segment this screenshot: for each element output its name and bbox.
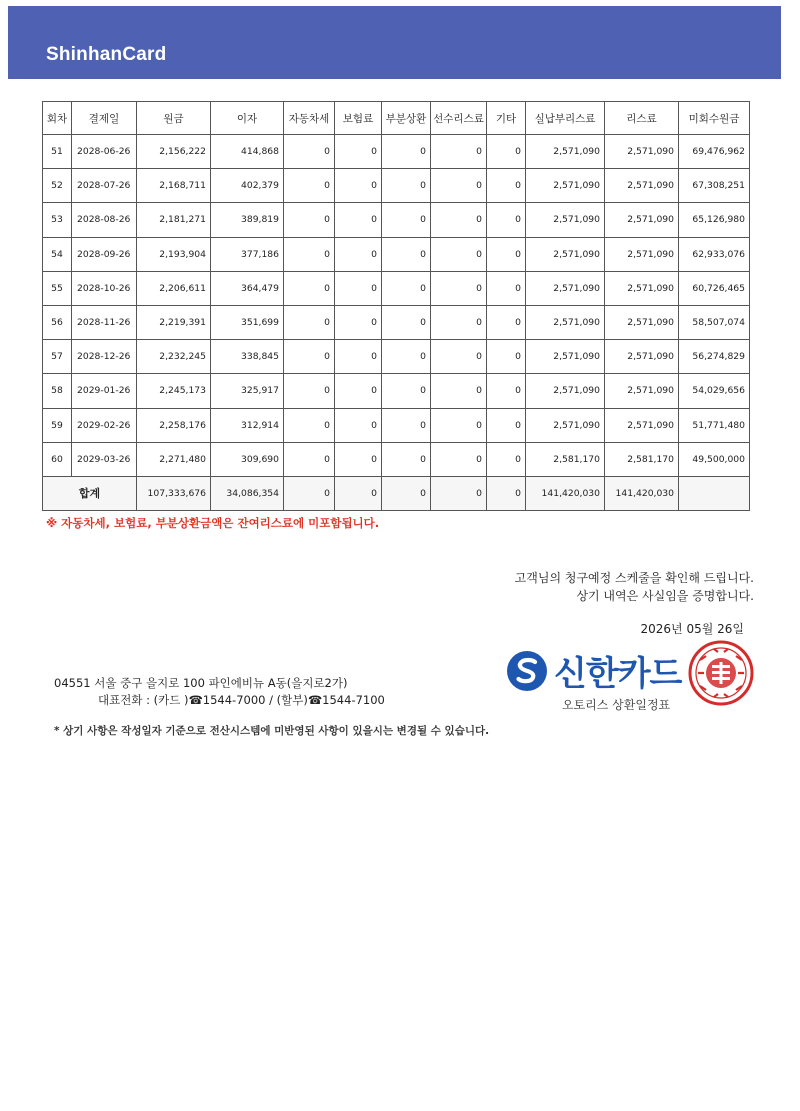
table-cell: 0: [284, 271, 335, 305]
table-header-row: [43, 102, 750, 135]
table-cell: 0: [335, 203, 382, 237]
table-cell: 2028-10-26: [72, 271, 137, 305]
table-cell: 0: [487, 271, 526, 305]
table-cell: 2,219,391: [137, 305, 211, 339]
table-cell: 54,029,656: [679, 374, 750, 408]
table-cell: 62,933,076: [679, 237, 750, 271]
table-cell: 65,126,980: [679, 203, 750, 237]
table-cell: 53: [43, 203, 72, 237]
document-title: 오토리스 상환일정표: [562, 698, 671, 712]
col-header-advance-lease: 선수리스료: [431, 102, 487, 135]
confirmation-line: 상기 내역은 사실임을 증명합니다.: [576, 589, 754, 603]
table-cell: 351,699: [211, 305, 284, 339]
company-seal-icon: [688, 640, 754, 706]
table-cell: 2,571,090: [526, 305, 605, 339]
table-cell: 2028-07-26: [72, 169, 137, 203]
table-cell: 2,571,090: [605, 340, 679, 374]
table-cell: 2,571,090: [605, 169, 679, 203]
table-cell: 2,168,711: [137, 169, 211, 203]
table-cell: 2029-03-26: [72, 442, 137, 476]
table-cell: 2,156,222: [137, 135, 211, 169]
col-header-principal: 원금: [137, 102, 211, 135]
table-cell: 2,571,090: [526, 203, 605, 237]
table-cell: 0: [382, 408, 431, 442]
table-cell: 0: [284, 340, 335, 374]
table-row: [43, 305, 750, 339]
table-cell: 364,479: [211, 271, 284, 305]
table-cell: 0: [431, 135, 487, 169]
table-cell: 2,581,170: [526, 442, 605, 476]
total-label: 합계: [43, 476, 137, 510]
table-row: [43, 203, 750, 237]
total-cell: 0: [284, 476, 335, 510]
table-cell: 58,507,074: [679, 305, 750, 339]
table-cell: 2,571,090: [605, 374, 679, 408]
table-cell: 0: [431, 408, 487, 442]
table-cell: 0: [335, 169, 382, 203]
table-cell: 0: [431, 237, 487, 271]
table-cell: 2,571,090: [526, 374, 605, 408]
table-cell: 0: [382, 203, 431, 237]
table-cell: 312,914: [211, 408, 284, 442]
table-cell: 0: [335, 135, 382, 169]
table-cell: 2,232,245: [137, 340, 211, 374]
table-cell: 0: [284, 374, 335, 408]
table-cell: 55: [43, 271, 72, 305]
table-cell: 0: [335, 340, 382, 374]
table-cell: 0: [335, 442, 382, 476]
table-cell: 0: [431, 203, 487, 237]
table-cell: 0: [335, 237, 382, 271]
total-cell: 0: [487, 476, 526, 510]
total-cell: 107,333,676: [137, 476, 211, 510]
confirmation-text: [515, 569, 754, 605]
total-cell: 34,086,354: [211, 476, 284, 510]
col-header-interest: 이자: [211, 102, 284, 135]
table-cell: 2,571,090: [526, 271, 605, 305]
table-cell: 2,206,611: [137, 271, 211, 305]
table-cell: 2028-11-26: [72, 305, 137, 339]
table-cell: 2,571,090: [526, 340, 605, 374]
table-row: [43, 271, 750, 305]
table-cell: 0: [431, 305, 487, 339]
table-cell: 0: [487, 169, 526, 203]
table-cell: 2029-02-26: [72, 408, 137, 442]
table-cell: 2,581,170: [605, 442, 679, 476]
table-cell: 2,271,480: [137, 442, 211, 476]
table-cell: 2,571,090: [526, 135, 605, 169]
table-cell: 56,274,829: [679, 340, 750, 374]
table-cell: 51,771,480: [679, 408, 750, 442]
table-cell: 0: [487, 442, 526, 476]
table-cell: 325,917: [211, 374, 284, 408]
col-header-insurance: 보험료: [335, 102, 382, 135]
col-header-round: 회차: [43, 102, 72, 135]
header-bar: [8, 6, 781, 79]
table-cell: 309,690: [211, 442, 284, 476]
table-row: [43, 374, 750, 408]
table-row: [43, 237, 750, 271]
table-cell: 2,571,090: [605, 135, 679, 169]
table-cell: 2,571,090: [605, 203, 679, 237]
col-header-remaining-principal: 미회수원금: [679, 102, 750, 135]
table-cell: 0: [335, 374, 382, 408]
phone-line: 대표전화 : (카드 )☎1544-7000 / (할부)☎1544-7100: [98, 693, 385, 707]
col-header-car-tax: 자동차세: [284, 102, 335, 135]
col-header-other: 기타: [487, 102, 526, 135]
table-cell: 2028-12-26: [72, 340, 137, 374]
table-cell: 0: [431, 340, 487, 374]
table-cell: 2,571,090: [605, 271, 679, 305]
table-cell: 2,181,271: [137, 203, 211, 237]
table-cell: 0: [335, 408, 382, 442]
table-cell: 59: [43, 408, 72, 442]
table-cell: 58: [43, 374, 72, 408]
table-cell: 0: [335, 305, 382, 339]
col-header-actual-lease: 실납부리스료: [526, 102, 605, 135]
table-cell: 0: [284, 135, 335, 169]
table-cell: 0: [487, 203, 526, 237]
total-row: [43, 476, 750, 510]
table-cell: 2,571,090: [605, 237, 679, 271]
table-cell: 0: [382, 169, 431, 203]
table-cell: 0: [284, 442, 335, 476]
table-cell: 0: [487, 237, 526, 271]
table-cell: 389,819: [211, 203, 284, 237]
table-cell: 0: [431, 271, 487, 305]
address-line: 04551 서울 중구 을지로 100 파인에비뉴 A동(을지로2가): [54, 676, 348, 690]
issue-date: 2026년 05월 26일: [640, 622, 744, 636]
table-cell: 414,868: [211, 135, 284, 169]
total-cell: 141,420,030: [605, 476, 679, 510]
table-cell: 0: [382, 135, 431, 169]
confirmation-line: 고객님의 청구예정 스케줄을 확인해 드립니다.: [514, 571, 754, 585]
table-cell: 2,571,090: [605, 305, 679, 339]
table-cell: 402,379: [211, 169, 284, 203]
table-cell: 0: [487, 305, 526, 339]
table-cell: 69,476,962: [679, 135, 750, 169]
total-cell: 0: [335, 476, 382, 510]
table-cell: 2,571,090: [605, 408, 679, 442]
table-cell: 2,571,090: [526, 169, 605, 203]
table-cell: 2,245,173: [137, 374, 211, 408]
table-cell: 0: [382, 340, 431, 374]
table-cell: 0: [382, 374, 431, 408]
table-cell: 0: [487, 340, 526, 374]
table-row: [43, 408, 750, 442]
shinhan-s-icon: [506, 650, 548, 692]
table-cell: 0: [284, 305, 335, 339]
exclusion-note: ※ 자동차세, 보험료, 부분상환금액은 잔여리스료에 미포함됩니다.: [46, 516, 380, 530]
table-cell: 0: [382, 237, 431, 271]
table-cell: 2,193,904: [137, 237, 211, 271]
company-address: [54, 675, 385, 709]
table-cell: 51: [43, 135, 72, 169]
table-row: [43, 442, 750, 476]
table-cell: 52: [43, 169, 72, 203]
table-cell: 49,500,000: [679, 442, 750, 476]
table-cell: 2028-09-26: [72, 237, 137, 271]
total-cell: [679, 476, 750, 510]
table-cell: 0: [431, 442, 487, 476]
disclaimer-text: * 상기 사항은 작성일자 기준으로 전산시스템에 미반영된 사항이 있을시는 변경될 수 있습니다.: [54, 725, 490, 737]
col-header-partial-repay: 부분상환: [382, 102, 431, 135]
table-cell: 57: [43, 340, 72, 374]
table-cell: 0: [382, 271, 431, 305]
table-cell: 0: [335, 271, 382, 305]
repayment-schedule-table: [42, 101, 750, 511]
table-cell: 2,571,090: [526, 237, 605, 271]
table-cell: 0: [284, 408, 335, 442]
total-cell: 0: [431, 476, 487, 510]
table-cell: 0: [431, 374, 487, 408]
brand-name: 신한카드: [554, 654, 682, 694]
total-cell: 0: [382, 476, 431, 510]
table-cell: 338,845: [211, 340, 284, 374]
table-cell: 0: [487, 135, 526, 169]
col-header-payment-date: 결제일: [72, 102, 137, 135]
table-cell: 0: [382, 442, 431, 476]
table-cell: 2,258,176: [137, 408, 211, 442]
table-cell: 2,571,090: [526, 408, 605, 442]
shinhancard-logo: ShinhanCard: [46, 44, 167, 65]
table-cell: 2028-06-26: [72, 135, 137, 169]
table-cell: 56: [43, 305, 72, 339]
table-cell: 0: [487, 374, 526, 408]
table-row: [43, 169, 750, 203]
table-cell: 377,186: [211, 237, 284, 271]
total-cell: 141,420,030: [526, 476, 605, 510]
table-cell: 67,308,251: [679, 169, 750, 203]
table-cell: 0: [284, 237, 335, 271]
table-cell: 0: [487, 408, 526, 442]
table-cell: 0: [284, 203, 335, 237]
table-cell: 2028-08-26: [72, 203, 137, 237]
table-cell: 60,726,465: [679, 271, 750, 305]
table-row: [43, 135, 750, 169]
col-header-lease: 리스료: [605, 102, 679, 135]
table-cell: 60: [43, 442, 72, 476]
table-row: [43, 340, 750, 374]
shinhan-brand-logo: [506, 648, 686, 700]
table-cell: 0: [382, 305, 431, 339]
table-cell: 2029-01-26: [72, 374, 137, 408]
table-cell: 54: [43, 237, 72, 271]
table-cell: 0: [284, 169, 335, 203]
table-cell: 0: [431, 169, 487, 203]
